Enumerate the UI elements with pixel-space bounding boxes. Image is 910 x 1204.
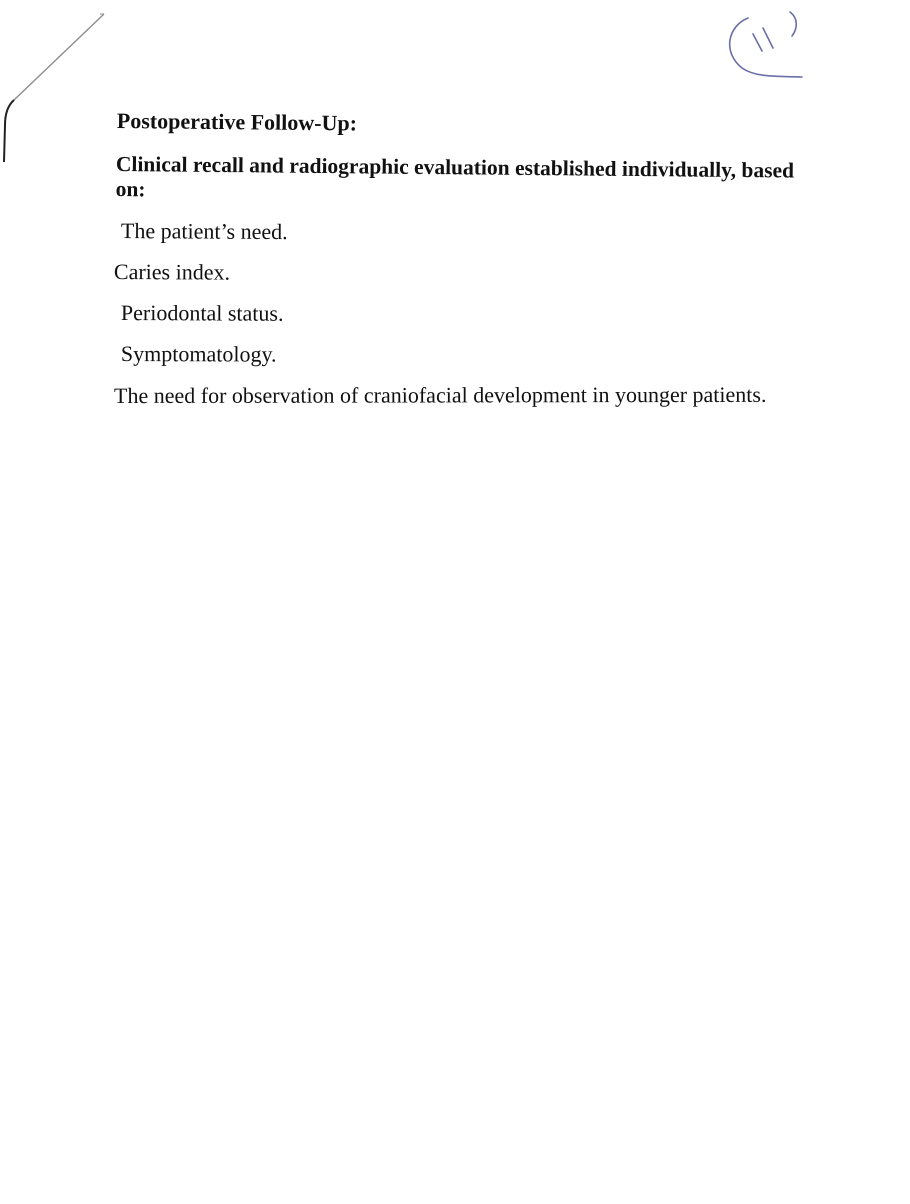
section-heading: Postoperative Follow-Up: xyxy=(116,108,358,136)
criteria-item-periodontal-status: Periodontal status. xyxy=(120,300,284,326)
criteria-item-caries-index: Caries index. xyxy=(113,259,231,285)
section-subheading: Clinical recall and radiographic evaluation established individually, based on: xyxy=(115,152,795,202)
criteria-item-craniofacial-development: The need for observation of craniofacial development in younger patients. xyxy=(114,381,767,408)
criteria-item-symptomatology: Symptomatology. xyxy=(120,341,277,367)
handwritten-page-number-mark xyxy=(718,4,810,84)
scan-edge-mark xyxy=(0,0,120,170)
criteria-item-patient-need: The patient’s need. xyxy=(120,218,288,245)
criteria-list xyxy=(114,218,814,409)
